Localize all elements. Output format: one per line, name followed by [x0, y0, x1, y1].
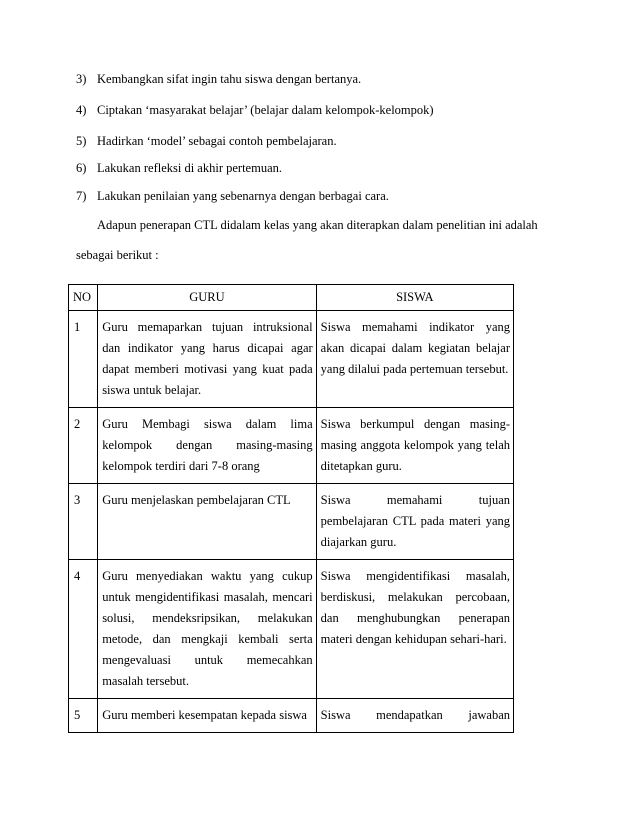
cell-guru: Guru memberi kesempatan kepada siswa: [98, 699, 316, 733]
list-item-text: Kembangkan sifat ingin tahu siswa dengan bertanya.: [97, 72, 362, 86]
table-row: [69, 699, 514, 733]
list-item: [76, 189, 389, 204]
list-item-number: 5): [76, 134, 87, 148]
table-header-row: [69, 285, 514, 311]
cell-siswa: Siswa mendapatkan jawaban: [316, 699, 513, 733]
cell-no: 4: [69, 560, 98, 699]
table-row: [69, 408, 514, 484]
list-item: [76, 161, 282, 176]
list-item-number: 4): [76, 103, 87, 117]
list-item: [76, 72, 361, 87]
ctl-table: [68, 284, 514, 733]
cell-no: 5: [69, 699, 98, 733]
cell-siswa: Siswa berkumpul dengan masing-masing anggota kelompok yang telah ditetapkan guru.: [316, 408, 513, 484]
list-item: [76, 134, 337, 149]
list-item-text: Lakukan penilaian yang sebenarnya dengan berbagai cara.: [97, 189, 389, 203]
cell-no: 1: [69, 311, 98, 408]
list-item-text: Ciptakan ‘masyarakat belajar’ (belajar dalam kelompok-kelompok): [97, 103, 434, 117]
list-item-number: 3): [76, 72, 87, 86]
cell-guru: Guru menjelaskan pembelajaran CTL: [98, 484, 316, 560]
list-item-text: Hadirkan ‘model’ sebagai contoh pembelajaran.: [97, 134, 337, 148]
cell-guru: Guru memaparkan tujuan intruksional dan indikator yang harus dicapai agar dapat memberi motivasi yang kuat pada siswa untuk belajar.: [98, 311, 316, 408]
table-row: [69, 484, 514, 560]
cell-siswa: Siswa memahami indikator yang akan dicapai dalam kegiatan belajar yang dilalui pada pertemuan tersebut.: [316, 311, 513, 408]
list-item-text: Lakukan refleksi di akhir pertemuan.: [97, 161, 282, 175]
list-item: [76, 103, 434, 118]
cell-guru: Guru menyediakan waktu yang cukup untuk mengidentifikasi masalah, mencari solusi, mendeksripsikan, melakukan metode, dan mengkaji kembali serta mengevaluasi untuk memecahkan masalah tersebut.: [98, 560, 316, 699]
list-item-number: 7): [76, 189, 87, 203]
table-row: [69, 311, 514, 408]
header-guru: GURU: [98, 285, 316, 311]
header-siswa: SISWA: [316, 285, 513, 311]
paragraph-line: Adapun penerapan CTL didalam kelas yang akan diterapkan dalam penelitian ini adalah: [97, 218, 538, 232]
cell-no: 3: [69, 484, 98, 560]
cell-siswa: Siswa memahami tujuan pembelajaran CTL pada materi yang diajarkan guru.: [316, 484, 513, 560]
cell-no: 2: [69, 408, 98, 484]
header-no: NO: [69, 285, 98, 311]
paragraph-line: sebagai berikut :: [76, 248, 159, 262]
table-row: [69, 560, 514, 699]
list-item-number: 6): [76, 161, 87, 175]
cell-siswa: Siswa mengidentifikasi masalah, berdiskusi, melakukan percobaan, dan menghubungkan penerapan materi dengan kehidupan sehari-hari.: [316, 560, 513, 699]
cell-guru: Guru Membagi siswa dalam lima kelompok dengan masing-masing kelompok terdiri dari 7-8 orang: [98, 408, 316, 484]
